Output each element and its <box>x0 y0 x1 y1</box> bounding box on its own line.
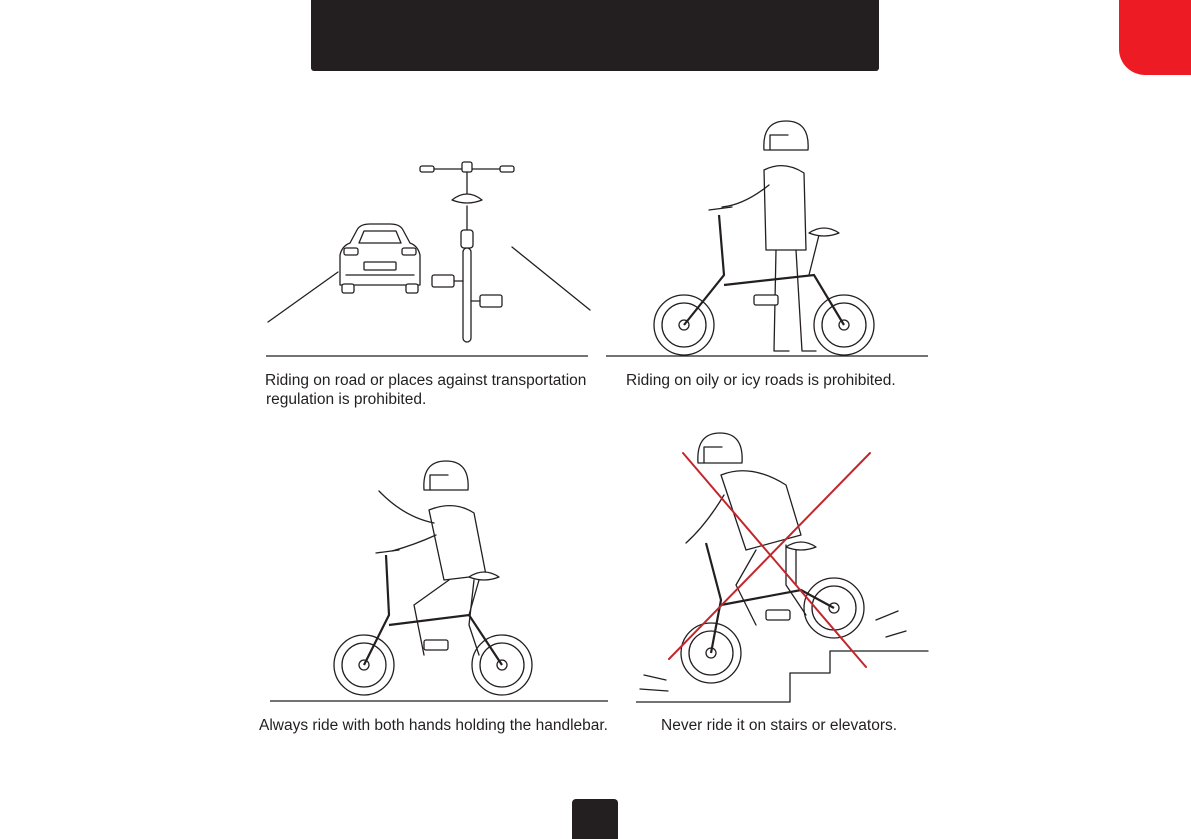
person-standing-figure <box>722 166 816 351</box>
page-number-tab <box>572 799 618 839</box>
bicycle-side-view-icon <box>334 550 532 695</box>
helmet-icon <box>698 433 742 463</box>
illustration-both-hands <box>264 455 610 710</box>
rider-figure <box>379 491 486 655</box>
helmet-icon <box>764 121 808 150</box>
road-edge-left <box>268 272 338 322</box>
section-tab-marker <box>1119 0 1191 75</box>
bicycle-side-view-icon <box>654 207 874 355</box>
illustration-oily-icy-road <box>604 115 930 365</box>
road-edge-right <box>512 247 590 310</box>
bicycle-side-view-icon <box>681 542 864 683</box>
stairs-outline <box>636 651 928 702</box>
illustration-no-stairs <box>636 425 930 710</box>
illustration-road-prohibited <box>260 150 600 365</box>
helmet-icon <box>424 461 468 490</box>
caption-oily-road: Riding on oily or icy roads is prohibited. <box>626 372 896 389</box>
header-bar <box>311 0 879 71</box>
car-icon <box>340 224 420 293</box>
bicycle-front-view-icon <box>420 162 514 342</box>
caption-road-line2: regulation is prohibited. <box>266 391 427 408</box>
caption-no-stairs: Never ride it on stairs or elevators. <box>661 717 898 734</box>
caption-both-hands: Always ride with both hands holding the handlebar. <box>259 717 608 734</box>
caption-road-line1: Riding on road or places against transportation <box>265 372 587 389</box>
